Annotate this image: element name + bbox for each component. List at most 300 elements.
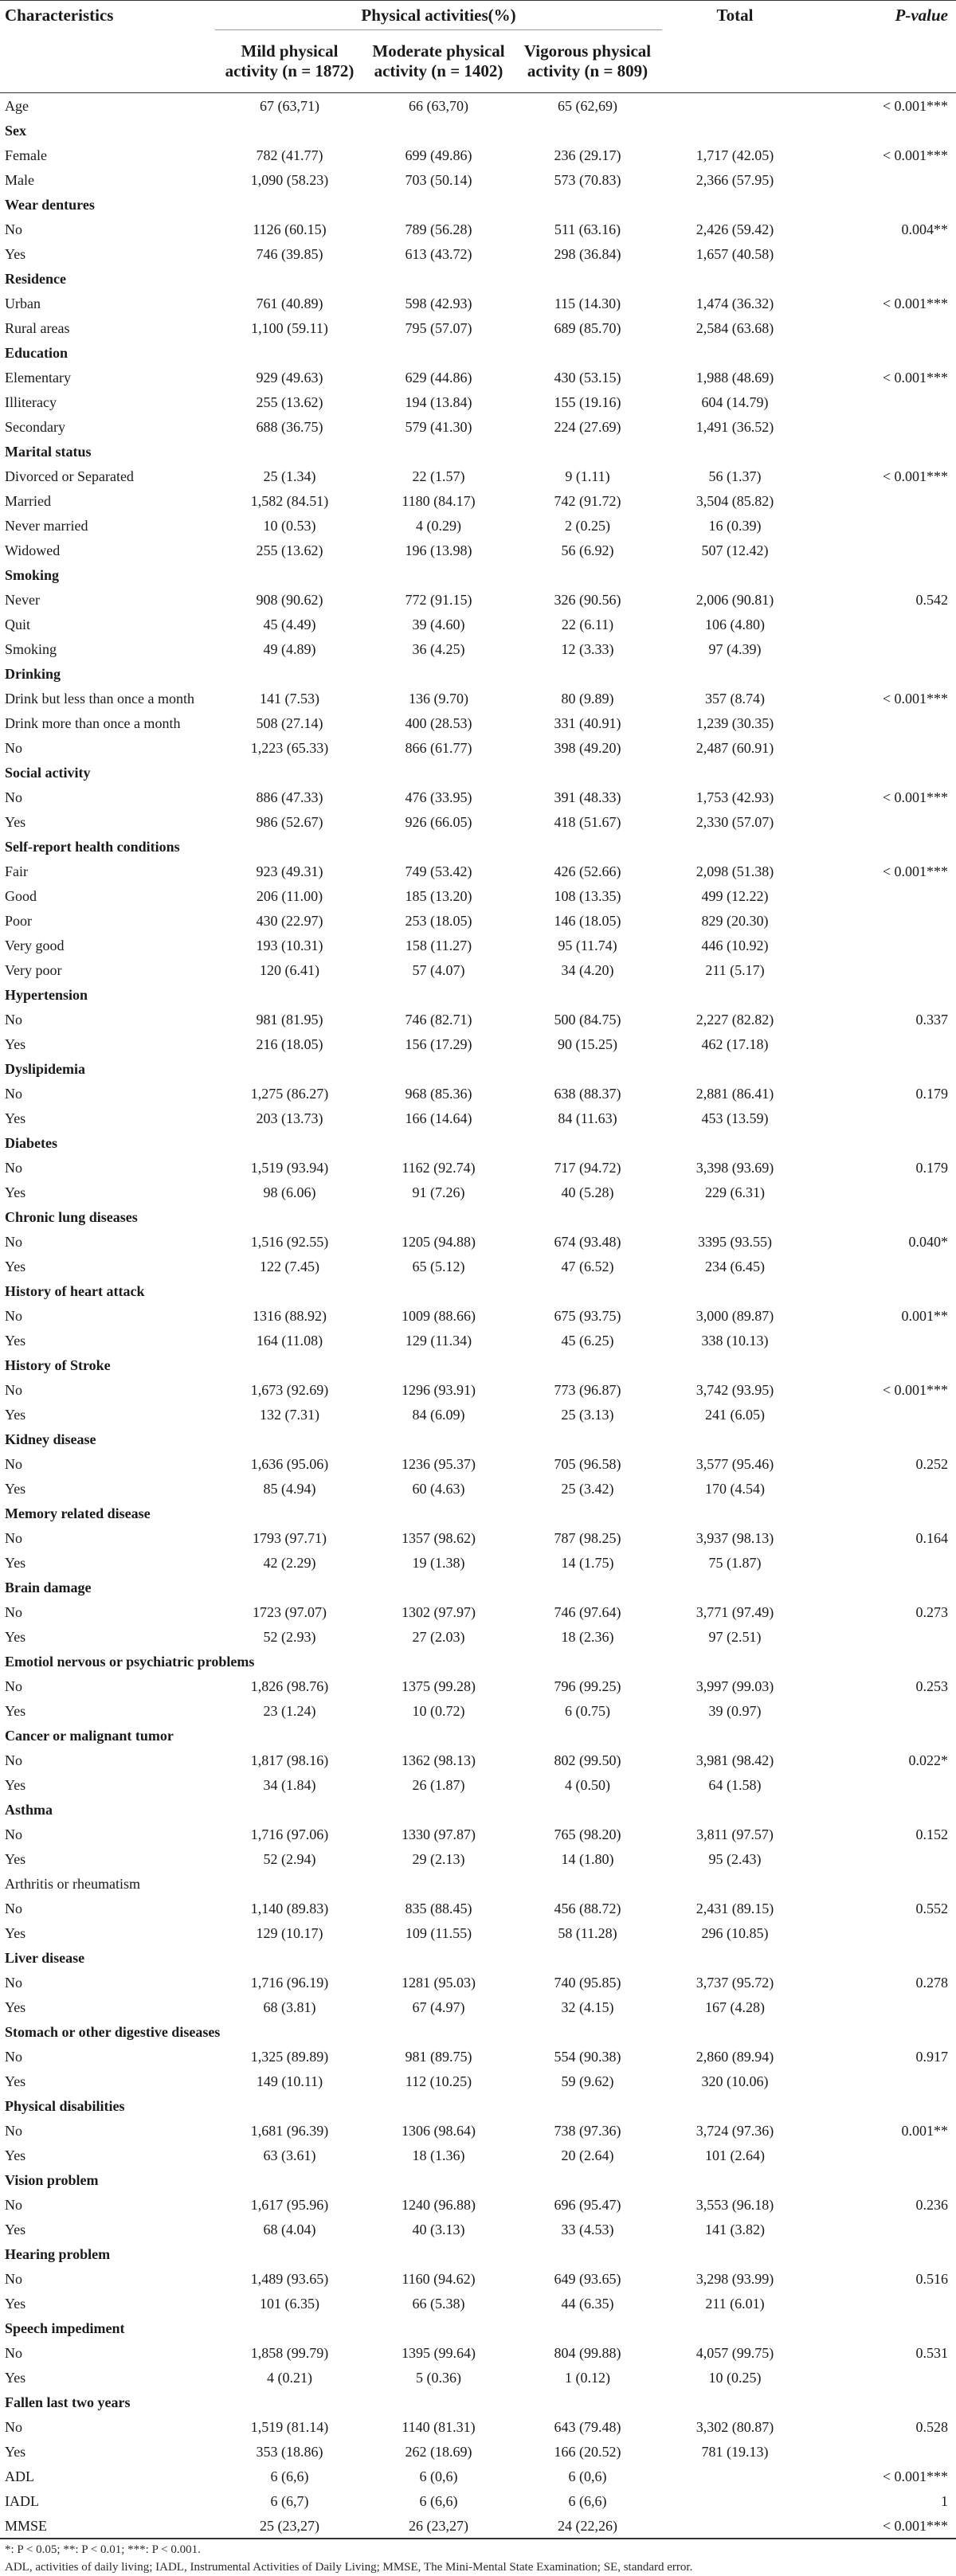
cell-moderate: 1375 (99.28) xyxy=(402,1678,476,1694)
section-label: Drinking xyxy=(5,665,61,682)
cell-mild: 120 (6.41) xyxy=(260,961,319,978)
cell-total: 2,431 (89.15) xyxy=(695,1900,774,1916)
cell-p-value: 0.252 xyxy=(915,1455,948,1472)
cell-mild: 1,325 (89.89) xyxy=(250,2048,329,2065)
section-row xyxy=(0,1204,956,1229)
cell-p-value: < 0.001*** xyxy=(882,147,948,163)
table-footnotes xyxy=(0,2539,956,2576)
row-label: Yes xyxy=(5,1332,26,1349)
cell-total: 781 (19.13) xyxy=(701,2443,769,2460)
cell-p-value xyxy=(808,414,956,439)
section-label: Vision problem xyxy=(5,2171,99,2188)
cell-vigorous: 20 (2.64) xyxy=(561,2147,614,2163)
row-label: Very poor xyxy=(5,961,62,978)
cell-p-value xyxy=(808,538,956,562)
table-row xyxy=(0,513,956,538)
cell-vigorous: 14 (1.75) xyxy=(561,1554,614,1571)
cell-vigorous: 765 (98.20) xyxy=(554,1826,621,1842)
cell-vigorous: 573 (70.83) xyxy=(554,171,621,188)
cell-mild: 1,826 (98.76) xyxy=(250,1678,329,1694)
row-label: Never married xyxy=(5,517,88,534)
cell-vigorous: 146 (18.05) xyxy=(554,912,621,929)
section-row xyxy=(0,1427,956,1451)
cell-moderate: 1236 (95.37) xyxy=(402,1455,476,1472)
cell-total: 3395 (93.55) xyxy=(698,1233,772,1250)
row-label: Yes xyxy=(5,2443,26,2460)
cell-total: 3,737 (95.72) xyxy=(695,1974,774,1991)
cell-moderate: 1180 (84.17) xyxy=(402,492,476,509)
section-row xyxy=(0,661,956,686)
cell-p-value: < 0.001*** xyxy=(882,2517,948,2534)
table-row xyxy=(0,315,956,340)
cell-moderate: 158 (11.27) xyxy=(405,937,472,953)
cell-p-value: < 0.001*** xyxy=(882,97,948,114)
cell-vigorous: 391 (48.33) xyxy=(554,789,621,805)
cell-moderate: 981 (89.75) xyxy=(405,2048,472,2065)
section-row xyxy=(0,192,956,217)
table-row xyxy=(0,167,956,192)
cell-total: 234 (6.45) xyxy=(705,1258,765,1274)
cell-mild: 149 (10.11) xyxy=(256,2073,323,2089)
cell-vigorous: 45 (6.25) xyxy=(561,1332,614,1349)
cell-mild: 203 (13.73) xyxy=(256,1110,323,1126)
section-row xyxy=(0,118,956,143)
cell-vigorous: 638 (88.37) xyxy=(554,1085,621,1102)
cell-mild: 746 (39.85) xyxy=(256,245,323,262)
section-row xyxy=(0,2093,956,2118)
table-row xyxy=(0,2192,956,2217)
cell-mild: 1,223 (65.33) xyxy=(250,739,329,756)
row-label: Fair xyxy=(5,863,28,879)
cell-mild: 923 (49.31) xyxy=(256,863,323,879)
cell-p-value: 0.528 xyxy=(915,2418,948,2435)
table-row xyxy=(0,464,956,488)
cell-moderate: 129 (11.34) xyxy=(405,1332,472,1349)
section-row xyxy=(0,1871,956,1896)
cell-vigorous: 40 (5.28) xyxy=(561,1184,614,1200)
cell-moderate: 60 (4.63) xyxy=(412,1480,465,1497)
cell-mild: 63 (3.61) xyxy=(263,2147,316,2163)
cell-total: 2,881 (86.41) xyxy=(695,1085,774,1102)
row-label: Married xyxy=(5,492,51,509)
cell-moderate: 156 (17.29) xyxy=(405,1035,472,1052)
cell-total: 2,330 (57.07) xyxy=(695,813,774,830)
cell-p-value xyxy=(808,711,956,735)
cell-mild: 34 (1.84) xyxy=(263,1776,316,1793)
table-row xyxy=(0,1229,956,1254)
cell-mild: 1,140 (89.83) xyxy=(250,1900,329,1916)
row-label: No xyxy=(5,2270,22,2287)
cell-mild: 6 (6,7) xyxy=(270,2492,309,2509)
cell-p-value xyxy=(808,488,956,513)
table-row xyxy=(0,2464,956,2488)
table-row xyxy=(0,2143,956,2167)
section-label: Dyslipidemia xyxy=(5,1060,86,1077)
table-row xyxy=(0,2365,956,2390)
cell-mild: 1793 (97.71) xyxy=(253,1529,327,1546)
cell-vigorous: 2 (0.25) xyxy=(565,517,610,534)
row-label: Quit xyxy=(5,616,31,632)
cell-moderate: 22 (1.57) xyxy=(412,468,465,484)
cell-moderate: 26 (1.87) xyxy=(412,1776,465,1793)
cell-p-value xyxy=(808,1032,956,1056)
table-body xyxy=(0,93,956,2539)
cell-total: 10 (0.25) xyxy=(708,2369,762,2386)
table-row xyxy=(0,2513,956,2539)
table-row xyxy=(0,785,956,809)
cell-total: 3,398 (93.69) xyxy=(695,1159,774,1176)
cell-p-value xyxy=(808,883,956,908)
cell-mild: 1,858 (99.79) xyxy=(250,2344,329,2361)
table-row xyxy=(0,1402,956,1427)
cell-total xyxy=(662,2513,808,2539)
cell-p-value xyxy=(808,1698,956,1723)
row-label: Yes xyxy=(5,1480,26,1497)
section-label: Self-report health conditions xyxy=(5,838,180,855)
row-label: Yes xyxy=(5,1035,26,1052)
cell-vigorous: 236 (29.17) xyxy=(554,147,621,163)
cell-mild: 508 (27.14) xyxy=(256,714,323,731)
cell-p-value xyxy=(808,1624,956,1649)
section-row xyxy=(0,1575,956,1599)
cell-total: 3,742 (93.95) xyxy=(695,1381,774,1398)
cell-moderate: 1160 (94.62) xyxy=(402,2270,476,2287)
cell-p-value: < 0.001*** xyxy=(882,468,948,484)
cell-vigorous: 24 (22,26) xyxy=(558,2517,617,2534)
cell-moderate: 795 (57.07) xyxy=(405,319,472,336)
table-row xyxy=(0,414,956,439)
section-row xyxy=(0,340,956,365)
cell-mild: 206 (11.00) xyxy=(256,887,323,904)
cell-mild: 1,275 (86.27) xyxy=(250,1085,329,1102)
header-mild: Mild physical activity (n = 1872) xyxy=(225,41,355,80)
table-row xyxy=(0,2291,956,2316)
header-vigorous: Vigorous physical activity (n = 809) xyxy=(523,41,652,80)
row-label: Urban xyxy=(5,295,41,311)
cell-p-value xyxy=(808,957,956,982)
cell-vigorous: 14 (1.80) xyxy=(561,1850,614,1867)
footnote-abbreviations: ADL, activities of daily living; IADL, Instrumental Activities of Daily Living; MMSE, The Mini-Mental State Examination; SE, standard error. xyxy=(5,2561,693,2574)
section-row xyxy=(0,1797,956,1822)
cell-moderate: 1330 (97.87) xyxy=(402,1826,476,1842)
cell-mild: 98 (6.06) xyxy=(263,1184,316,1200)
cell-mild: 101 (6.35) xyxy=(260,2295,319,2312)
section-row xyxy=(0,2167,956,2192)
cell-total: 1,717 (42.05) xyxy=(695,147,774,163)
cell-p-value: 0.001** xyxy=(901,1307,948,1324)
cell-moderate: 4 (0.29) xyxy=(416,517,461,534)
row-label: No xyxy=(5,2196,22,2213)
cell-vigorous: 155 (19.16) xyxy=(554,393,621,410)
cell-p-value xyxy=(808,241,956,266)
row-label: No xyxy=(5,221,22,237)
cell-vigorous: 426 (52.66) xyxy=(554,863,621,879)
cell-p-value: 0.531 xyxy=(915,2344,948,2361)
section-row xyxy=(0,1056,956,1081)
table-row xyxy=(0,2069,956,2093)
cell-total: 170 (4.54) xyxy=(705,1480,765,1497)
cell-mild: 986 (52.67) xyxy=(256,813,323,830)
cell-vigorous: 108 (13.35) xyxy=(554,887,621,904)
table-row xyxy=(0,143,956,167)
cell-moderate: 253 (18.05) xyxy=(405,912,472,929)
row-label: No xyxy=(5,1603,22,1620)
row-label: No xyxy=(5,1011,22,1028)
table-row xyxy=(0,957,956,982)
cell-vigorous: 511 (63.16) xyxy=(554,221,621,237)
row-label: Yes xyxy=(5,1406,26,1423)
cell-mild: 1,716 (97.06) xyxy=(250,1826,329,1842)
table-header xyxy=(0,1,956,93)
cell-mild: 1,716 (96.19) xyxy=(250,1974,329,1991)
cell-p-value: 0.164 xyxy=(915,1529,948,1546)
cell-mild: 164 (11.08) xyxy=(256,1332,323,1349)
cell-mild: 353 (18.86) xyxy=(256,2443,323,2460)
cell-p-value xyxy=(808,513,956,538)
cell-total xyxy=(662,2488,808,2513)
cell-vigorous: 418 (51.67) xyxy=(554,813,621,830)
cell-total: 56 (1.37) xyxy=(708,468,762,484)
cell-p-value: 0.179 xyxy=(915,1085,948,1102)
cell-total: 499 (12.22) xyxy=(701,887,769,904)
section-label: Kidney disease xyxy=(5,1431,96,1447)
cell-vigorous: 804 (99.88) xyxy=(554,2344,621,2361)
row-label: No xyxy=(5,1752,22,1768)
row-label: No xyxy=(5,1085,22,1102)
cell-moderate: 1395 (99.64) xyxy=(402,2344,476,2361)
cell-vigorous: 331 (40.91) xyxy=(554,714,621,731)
cell-mild: 688 (36.75) xyxy=(256,418,323,435)
cell-p-value: < 0.001*** xyxy=(882,1381,948,1398)
table-row xyxy=(0,2044,956,2069)
row-label: Yes xyxy=(5,1554,26,1571)
cell-total: 2,098 (51.38) xyxy=(695,863,774,879)
table-row xyxy=(0,1476,956,1501)
cell-mild: 1,681 (96.39) xyxy=(250,2122,329,2139)
section-label: Hypertension xyxy=(5,986,88,1003)
cell-moderate: 1302 (97.97) xyxy=(402,1603,476,1620)
row-label: Yes xyxy=(5,813,26,830)
cell-vigorous: 84 (11.63) xyxy=(558,1110,617,1126)
cell-vigorous: 4 (0.50) xyxy=(565,1776,610,1793)
row-label: Yes xyxy=(5,245,26,262)
cell-mild: 1,519 (81.14) xyxy=(250,2418,329,2435)
section-label: Sex xyxy=(5,122,26,139)
cell-p-value: 0.917 xyxy=(915,2048,948,2065)
cell-moderate: 6 (0,6) xyxy=(419,2468,458,2484)
cell-moderate: 1140 (81.31) xyxy=(402,2418,476,2435)
cell-moderate: 40 (3.13) xyxy=(412,2221,465,2237)
cell-moderate: 196 (13.98) xyxy=(405,542,472,558)
cell-moderate: 579 (41.30) xyxy=(405,418,472,435)
cell-p-value xyxy=(808,2217,956,2241)
table-row xyxy=(0,2439,956,2464)
section-label: Physical disabilities xyxy=(5,2097,125,2114)
section-label: Marital status xyxy=(5,443,92,460)
section-label: Speech impediment xyxy=(5,2320,125,2336)
cell-mild: 886 (47.33) xyxy=(256,789,323,805)
cell-vigorous: 12 (3.33) xyxy=(561,640,614,657)
cell-vigorous: 6 (0.75) xyxy=(565,1702,610,1719)
cell-moderate: 26 (23,27) xyxy=(409,2517,468,2534)
cell-total: 446 (10.92) xyxy=(701,937,769,953)
cell-total: 1,753 (42.93) xyxy=(695,789,774,805)
cell-moderate: 1281 (95.03) xyxy=(402,1974,476,1991)
section-row xyxy=(0,1501,956,1525)
cell-total: 16 (0.39) xyxy=(708,517,762,534)
section-label: Stomach or other digestive diseases xyxy=(5,2023,221,2040)
cell-p-value: 1 xyxy=(941,2492,948,2509)
cell-moderate: 166 (14.64) xyxy=(405,1110,472,1126)
table-row xyxy=(0,2266,956,2291)
row-label: Yes xyxy=(5,1628,26,1645)
cell-total: 2,584 (63.68) xyxy=(695,319,774,336)
cell-mild: 52 (2.94) xyxy=(263,1850,316,1867)
cell-vigorous: 796 (99.25) xyxy=(554,1678,621,1694)
row-label: Yes xyxy=(5,2147,26,2163)
cell-moderate: 19 (1.38) xyxy=(412,1554,465,1571)
cell-mild: 1,489 (93.65) xyxy=(250,2270,329,2287)
cell-total: 453 (13.59) xyxy=(701,1110,769,1126)
cell-vigorous: 22 (6.11) xyxy=(561,616,614,632)
row-label: Good xyxy=(5,887,37,904)
cell-p-value: < 0.001*** xyxy=(882,2468,948,2484)
cell-moderate: 835 (88.45) xyxy=(405,1900,472,1916)
cell-total: 3,553 (96.18) xyxy=(695,2196,774,2213)
cell-moderate: 746 (82.71) xyxy=(405,1011,472,1028)
section-label: Arthritis or rheumatism xyxy=(5,1875,140,1892)
row-label: No xyxy=(5,2418,22,2435)
row-label: Elementary xyxy=(5,369,71,386)
table-row xyxy=(0,711,956,735)
table-row xyxy=(0,1674,956,1698)
cell-moderate: 262 (18.69) xyxy=(405,2443,472,2460)
cell-vigorous: 689 (85.70) xyxy=(554,319,621,336)
section-row xyxy=(0,982,956,1007)
cell-mild: 782 (41.77) xyxy=(256,147,323,163)
row-label: Widowed xyxy=(5,542,61,558)
cell-vigorous: 717 (94.72) xyxy=(554,1159,621,1176)
cell-vigorous: 95 (11.74) xyxy=(558,937,617,953)
cell-mild: 1,582 (84.51) xyxy=(250,492,329,509)
table-row xyxy=(0,1106,956,1130)
cell-total: 167 (4.28) xyxy=(705,1999,765,2015)
cell-moderate: 613 (43.72) xyxy=(405,245,472,262)
table-row xyxy=(0,1748,956,1772)
cell-moderate: 91 (7.26) xyxy=(412,1184,465,1200)
cell-vigorous: 115 (14.30) xyxy=(554,295,621,311)
cell-moderate: 6 (6,6) xyxy=(419,2492,458,2509)
cell-total: 3,504 (85.82) xyxy=(695,492,774,509)
cell-vigorous: 500 (84.75) xyxy=(554,1011,621,1028)
cell-total: 1,474 (36.32) xyxy=(695,295,774,311)
cell-mild: 908 (90.62) xyxy=(256,591,323,608)
cell-vigorous: 746 (97.64) xyxy=(554,1603,621,1620)
cell-moderate: 866 (61.77) xyxy=(405,739,472,756)
cell-total: 106 (4.80) xyxy=(705,616,765,632)
table-row xyxy=(0,1995,956,2019)
cell-total: 338 (10.13) xyxy=(701,1332,769,1349)
row-label: Secondary xyxy=(5,418,65,435)
table-row xyxy=(0,538,956,562)
footnote-significance: *: P < 0.05; **: P < 0.01; ***: P < 0.001. xyxy=(5,2543,201,2556)
cell-mild: 216 (18.05) xyxy=(256,1035,323,1052)
row-label: No xyxy=(5,1974,22,1991)
cell-p-value xyxy=(808,933,956,957)
cell-vigorous: 787 (98.25) xyxy=(554,1529,621,1546)
cell-mild: 1,817 (98.16) xyxy=(250,1752,329,1768)
cell-mild: 132 (7.31) xyxy=(260,1406,319,1423)
cell-total: 3,771 (97.49) xyxy=(695,1603,774,1620)
table-row xyxy=(0,1007,956,1032)
row-label: Yes xyxy=(5,1702,26,1719)
cell-total: 2,487 (60.91) xyxy=(695,739,774,756)
table-row xyxy=(0,1155,956,1180)
cell-mild: 255 (13.62) xyxy=(256,393,323,410)
table-row xyxy=(0,2488,956,2513)
cell-vigorous: 738 (97.36) xyxy=(554,2122,621,2139)
cell-vigorous: 166 (20.52) xyxy=(554,2443,621,2460)
cell-total: 95 (2.43) xyxy=(708,1850,762,1867)
cell-vigorous: 33 (4.53) xyxy=(561,2221,614,2237)
section-row xyxy=(0,1723,956,1748)
table-row xyxy=(0,488,956,513)
section-label: Wear dentures xyxy=(5,196,95,213)
cell-moderate: 66 (63,70) xyxy=(409,97,468,114)
cell-moderate: 18 (1.36) xyxy=(412,2147,465,2163)
cell-total: 3,302 (80.87) xyxy=(695,2418,774,2435)
cell-total: 3,724 (97.36) xyxy=(695,2122,774,2139)
table-row xyxy=(0,809,956,834)
cell-vigorous: 430 (53.15) xyxy=(554,369,621,386)
table-row xyxy=(0,365,956,390)
row-label: Illiteracy xyxy=(5,393,57,410)
cell-mild: 25 (1.34) xyxy=(263,468,316,484)
cell-mild: 193 (10.31) xyxy=(256,937,323,953)
cell-vigorous: 1 (0.12) xyxy=(565,2369,610,2386)
cell-moderate: 194 (13.84) xyxy=(405,393,472,410)
cell-mild: 1,673 (92.69) xyxy=(250,1381,329,1398)
cell-total: 211 (6.01) xyxy=(705,2295,765,2312)
row-label: IADL xyxy=(5,2492,39,2509)
section-row xyxy=(0,2316,956,2340)
cell-vigorous: 298 (36.84) xyxy=(554,245,621,262)
table-row xyxy=(0,2217,956,2241)
cell-moderate: 1205 (94.88) xyxy=(402,1233,476,1250)
cell-moderate: 112 (10.25) xyxy=(405,2073,472,2089)
cell-vigorous: 696 (95.47) xyxy=(554,2196,621,2213)
cell-mild: 45 (4.49) xyxy=(263,616,316,632)
row-label: Yes xyxy=(5,1184,26,1200)
cell-vigorous: 554 (90.38) xyxy=(554,2048,621,2065)
cell-vigorous: 59 (9.62) xyxy=(561,2073,614,2089)
cell-moderate: 598 (42.93) xyxy=(405,295,472,311)
cell-moderate: 703 (50.14) xyxy=(405,171,472,188)
section-label: Social activity xyxy=(5,764,91,781)
cell-vigorous: 456 (88.72) xyxy=(554,1900,621,1916)
cell-p-value xyxy=(808,1920,956,1945)
cell-p-value: 0.552 xyxy=(915,1900,948,1916)
cell-mild: 1316 (88.92) xyxy=(253,1307,327,1324)
row-label: No xyxy=(5,2122,22,2139)
cell-p-value xyxy=(808,908,956,933)
cell-p-value xyxy=(808,2291,956,2316)
header-p-value-label: P-value xyxy=(895,6,948,25)
cell-total: 1,239 (30.35) xyxy=(695,714,774,731)
cell-vigorous: 649 (93.65) xyxy=(554,2270,621,2287)
cell-vigorous: 802 (99.50) xyxy=(554,1752,621,1768)
cell-p-value xyxy=(808,1328,956,1353)
